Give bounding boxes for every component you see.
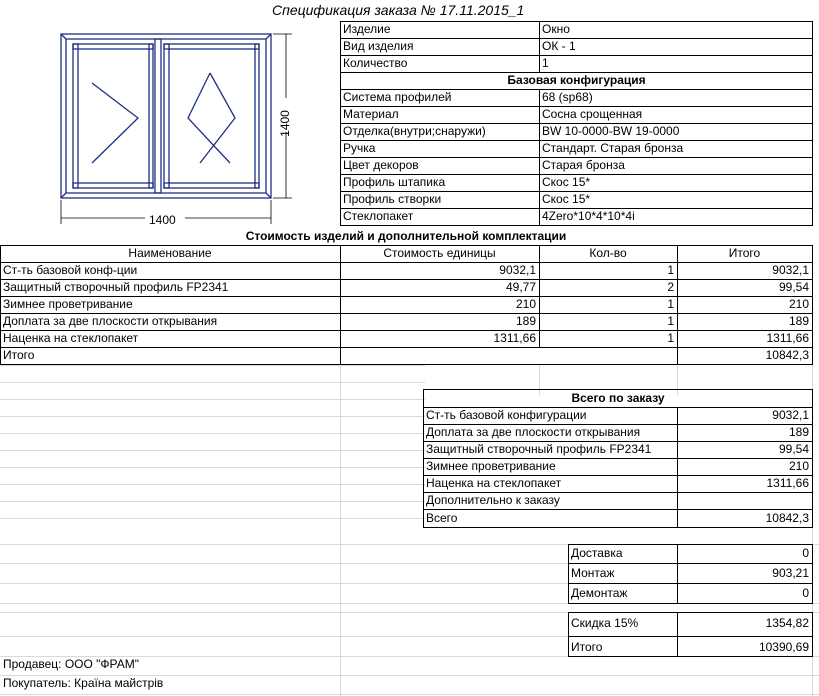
grand-total-label: Итого xyxy=(571,640,603,654)
service-value: 0 xyxy=(802,546,809,560)
column-header-name: Наименование xyxy=(128,246,212,260)
product-value: Окно xyxy=(542,22,570,36)
quantity-label: Количество xyxy=(343,56,408,70)
cost-total-value: 10842,3 xyxy=(765,348,809,362)
cost-row-unit-price: 49,77 xyxy=(505,280,536,294)
cost-row-total: 210 xyxy=(788,297,809,311)
cost-row-quantity: 1 xyxy=(667,297,674,311)
order-row-value: 10842,3 xyxy=(765,511,809,525)
cost-row-name: Наценка на стеклопакет xyxy=(3,331,139,345)
column-header-quantity: Кол-во xyxy=(589,246,627,260)
order-row-label: Всего xyxy=(426,511,458,525)
config-value: Сосна срощенная xyxy=(542,107,643,121)
service-label: Доставка xyxy=(571,546,623,560)
cost-row-total: 99,54 xyxy=(778,280,809,294)
page-title: Спецификация заказа № 17.11.2015_1 xyxy=(272,2,525,18)
config-label: Материал xyxy=(343,107,399,121)
config-label: Система профилей xyxy=(343,90,452,104)
order-total-header: Всего по заказу xyxy=(571,391,665,405)
config-value: Скос 15* xyxy=(542,192,591,206)
cost-row-total: 9032,1 xyxy=(772,263,809,277)
base-config-header: Базовая конфигурация xyxy=(507,73,646,87)
discount-value: 1354,82 xyxy=(765,616,809,630)
cost-row-name: Защитный створочный профиль FP2341 xyxy=(3,280,229,294)
service-value: 903,21 xyxy=(772,566,809,580)
order-row-label: Ст-ть базовой конфигурации xyxy=(426,408,587,422)
cost-row-name: Ст-ть базовой конф-ции xyxy=(3,263,138,277)
cost-row-quantity: 1 xyxy=(667,331,674,345)
width-dimension-label: 1400 xyxy=(149,213,176,227)
config-value: Старая бронза xyxy=(542,158,625,172)
seller-line: Продавец: ООО "ФРАМ" xyxy=(3,657,140,671)
column-header-total: Итого xyxy=(728,246,761,260)
order-row-label: Наценка на стеклопакет xyxy=(426,476,562,490)
service-value: 0 xyxy=(802,586,809,600)
cost-row-unit-price: 210 xyxy=(515,297,536,311)
product-type-value: ОК - 1 xyxy=(542,39,576,53)
config-value: 68 (sp68) xyxy=(542,90,593,104)
config-label: Ручка xyxy=(343,141,376,155)
order-row-label: Защитный створочный профиль FP2341 xyxy=(426,442,652,456)
discount-label: Скидка 15% xyxy=(571,616,639,630)
window-drawing xyxy=(50,28,300,233)
config-value: BW 10-0000-BW 19-0000 xyxy=(542,124,680,138)
service-label: Монтаж xyxy=(571,566,615,580)
order-row-value: 189 xyxy=(788,425,809,439)
product-label: Изделие xyxy=(343,22,391,36)
order-row-value: 99,54 xyxy=(778,442,809,456)
config-label: Цвет декоров xyxy=(343,158,419,172)
buyer-line: Покупатель: Країна майстрів xyxy=(3,676,164,690)
order-row-label: Зимнее проветривание xyxy=(426,459,556,473)
config-label: Профиль штапика xyxy=(343,175,446,189)
grand-total-value: 10390,69 xyxy=(758,640,809,654)
cost-row-quantity: 1 xyxy=(667,314,674,328)
config-label: Отделка(внутри;снаружи) xyxy=(343,124,486,138)
cost-row-total: 1311,66 xyxy=(766,331,809,345)
config-label: Профиль створки xyxy=(343,192,442,206)
config-value: 4Zero*10*4*10*4i xyxy=(542,209,635,223)
cost-table-header: Стоимость изделий и дополнительной комплектации xyxy=(245,229,567,243)
config-value: Скос 15* xyxy=(542,175,591,189)
service-label: Демонтаж xyxy=(571,586,628,600)
quantity-value: 1 xyxy=(542,56,549,70)
cost-row-quantity: 1 xyxy=(667,263,674,277)
order-row-value: 1311,66 xyxy=(766,476,809,490)
height-dimension-label: 1400 xyxy=(277,110,292,137)
config-label: Стеклопакет xyxy=(343,209,414,223)
order-row-label: Доплата за две плоскости открывания xyxy=(426,425,641,439)
cost-row-name: Зимнее проветривание xyxy=(3,297,133,311)
column-header-unit-price: Стоимость единицы xyxy=(383,246,496,260)
cost-row-unit-price: 189 xyxy=(515,314,536,328)
cost-row-name: Доплата за две плоскости открывания xyxy=(3,314,218,328)
order-row-label: Дополнительно к заказу xyxy=(426,493,560,507)
order-row-value: 210 xyxy=(788,459,809,473)
cost-total-label: Итого xyxy=(3,348,35,362)
config-value: Стандарт. Старая бронза xyxy=(542,141,684,155)
cost-row-quantity: 2 xyxy=(667,280,674,294)
product-type-label: Вид изделия xyxy=(343,39,414,53)
order-row-value: 9032,1 xyxy=(772,408,809,422)
cost-row-total: 189 xyxy=(788,314,809,328)
cost-row-unit-price: 1311,66 xyxy=(493,331,536,345)
cost-row-unit-price: 9032,1 xyxy=(499,263,536,277)
